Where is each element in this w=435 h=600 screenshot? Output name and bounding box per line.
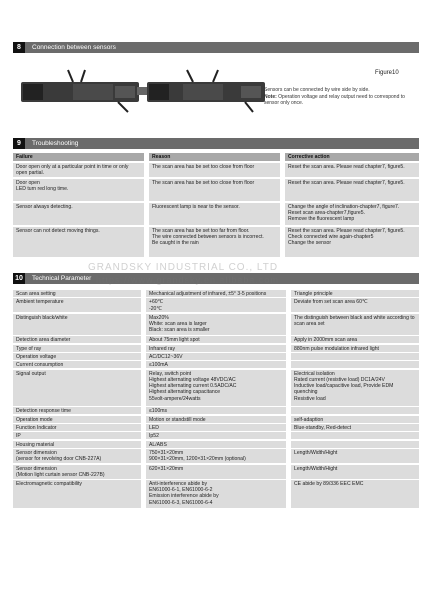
parameter-note-cell: self-adaption xyxy=(291,416,419,423)
reason-cell: The scan area has be set too close from floor xyxy=(149,163,280,177)
section-number: 8 xyxy=(13,42,25,53)
troubleshooting-header-row xyxy=(13,153,419,161)
section-number: 10 xyxy=(13,273,25,284)
parameter-row xyxy=(13,298,419,312)
column-header: Failure xyxy=(13,153,144,161)
parameter-value-cell: Motion or standstill mode xyxy=(146,416,286,423)
reason-cell: The scan area has be set too close from floor xyxy=(149,179,280,201)
parameter-row xyxy=(13,407,419,414)
troubleshooting-row xyxy=(13,203,419,225)
parameter-row xyxy=(13,449,419,463)
parameter-row xyxy=(13,465,419,479)
action-cell: Reset the scan area. Please read chapter7, figure5. xyxy=(285,163,419,177)
troubleshooting-row xyxy=(13,163,419,177)
figure-note xyxy=(264,94,414,107)
troubleshooting-row xyxy=(13,227,419,257)
parameter-row xyxy=(13,441,419,448)
parameter-note-cell xyxy=(291,407,419,414)
parameter-value-cell: Max20% White: scan area is larger Black: scan area is smaller xyxy=(146,314,286,335)
column-header: Reason xyxy=(149,153,280,161)
parameter-note-cell: 880nm pulse modulation infrared light xyxy=(291,345,419,352)
watermark-url: https://www.grandsky.en.alibaba.com xyxy=(96,275,279,285)
parameter-name-cell: Signal output xyxy=(13,370,141,406)
parameter-row xyxy=(13,361,419,368)
parameter-note-cell xyxy=(291,441,419,448)
section-header-troubleshooting xyxy=(13,138,419,149)
parameter-name-cell: Distinguish black/white xyxy=(13,314,141,335)
sensor-connection-illustration xyxy=(13,66,273,115)
parameter-name-cell: Function Indicator xyxy=(13,424,141,431)
failure-cell: Door open LED turn red long time. xyxy=(13,179,144,201)
parameter-row xyxy=(13,432,419,439)
section-number: 9 xyxy=(13,138,25,149)
parameter-value-cell: 620×31×20mm xyxy=(146,465,286,479)
failure-cell: Door open only at a particular point in time or only open partial. xyxy=(13,163,144,177)
note-key: Note: xyxy=(264,93,277,100)
figure-caption-line: Sensors can be connected by wire side by side. xyxy=(264,87,370,93)
parameter-value-cell: ≤100mA xyxy=(146,361,286,368)
parameter-note-cell: Blue-standby, Red-detect xyxy=(291,424,419,431)
parameter-name-cell: IP xyxy=(13,432,141,439)
parameter-note-cell: CE abide by 89/336 EEC EMC xyxy=(291,480,419,508)
parameter-value-cell: Relay, switch point Highest alternating voltage 48VDC/AC Highest alternating current 0.5ADC/AC Highest alternating capacitance 55volt-ampere/24watts xyxy=(146,370,286,406)
parameter-value-cell: LED xyxy=(146,424,286,431)
parameter-note-cell: Electrical isolation Rated current (resistive load) DC1A/24V Inductive load/capacitive load, Provide EDM quenching Resistive load xyxy=(291,370,419,406)
parameter-name-cell: Electromagnetic compatibility xyxy=(13,480,141,508)
parameter-value-cell: Infrared ray xyxy=(146,345,286,352)
column-header: Corrective action xyxy=(285,153,419,161)
parameter-value-cell: Anti-interference abide by EN61000-6-1, EN61000-6-2 Emission interference abide by EN61000-6-3, EN61000-6-4 xyxy=(146,480,286,508)
parameter-value-cell: AL/ABS xyxy=(146,441,286,448)
parameter-row xyxy=(13,345,419,352)
parameter-name-cell: Sensor dimension (sensor for revolving door CNB-227A) xyxy=(13,449,141,463)
parameter-note-cell xyxy=(291,353,419,360)
parameter-value-cell: Ip52 xyxy=(146,432,286,439)
troubleshooting-row xyxy=(13,179,419,201)
section-title: Connection between sensors xyxy=(32,44,116,51)
failure-cell: Sensor can not detect moving things. xyxy=(13,227,144,257)
parameter-name-cell: Detection area diameter xyxy=(13,336,141,343)
parameter-row xyxy=(13,290,419,297)
parameter-name-cell: Type of ray xyxy=(13,345,141,352)
reason-cell: Fluorescent lamp is near to the sensor. xyxy=(149,203,280,225)
parameter-row xyxy=(13,424,419,431)
action-cell: Reset the scan area. Please read chapter7, figure5. Check connected wire again-chapter5 Change the sensor xyxy=(285,227,419,257)
parameter-name-cell: Current consumption xyxy=(13,361,141,368)
parameter-name-cell: Scan area setting xyxy=(13,290,141,297)
failure-cell: Sensor always detecting. xyxy=(13,203,144,225)
parameter-note-cell xyxy=(291,361,419,368)
figure-label: Figure10 xyxy=(375,70,399,76)
parameter-note-cell: Triangle principle xyxy=(291,290,419,297)
section-title: Technical Parameter xyxy=(32,275,92,282)
parameter-name-cell: Ambient temperature xyxy=(13,298,141,312)
parameter-row xyxy=(13,416,419,423)
parameter-note-cell: The distinguish between black and white according to scan area set xyxy=(291,314,419,335)
parameter-value-cell: +60℃ -20℃ xyxy=(146,298,286,312)
parameter-value-cell: 750×31×20mm 900×31×20mm, 1200×31×20mm (optional) xyxy=(146,449,286,463)
section-header-technical xyxy=(13,273,419,284)
parameter-note-cell: Apply in 2000mm scan area xyxy=(291,336,419,343)
parameter-value-cell: AC/DC12~36V xyxy=(146,353,286,360)
parameter-name-cell: Sensor dimension (Motion light curtain sensor CNB-227B) xyxy=(13,465,141,479)
parameter-name-cell: Detection response time xyxy=(13,407,141,414)
parameter-note-cell: Deviate from set scan area 60℃ xyxy=(291,298,419,312)
parameter-note-cell: Length/Width/Hight xyxy=(291,449,419,463)
parameter-row xyxy=(13,353,419,360)
parameter-row xyxy=(13,480,419,508)
figure-caption xyxy=(264,87,414,107)
parameter-note-cell: Length/Width/Hight xyxy=(291,465,419,479)
action-cell: Change the angle of inclination-chapter7, figure7. Reset scan area-chapter7,figure5. Remove the fluorescent lamp xyxy=(285,203,419,225)
parameter-note-cell xyxy=(291,432,419,439)
parameter-name-cell: Operation voltage xyxy=(13,353,141,360)
section-header-connection xyxy=(13,42,419,53)
parameter-row xyxy=(13,314,419,335)
parameter-value-cell: ≤100ms xyxy=(146,407,286,414)
section-title: Troubleshooting xyxy=(32,140,79,147)
watermark-company: GRANDSKY INDUSTRIAL CO., LTD xyxy=(88,262,279,273)
action-cell: Reset the scan area. Please read chapter7, figure5. xyxy=(285,179,419,201)
reason-cell: The scan area has be set too far from floor. The wire connected between sensors is incorrect. Be caught in the rain xyxy=(149,227,280,257)
parameter-row xyxy=(13,336,419,343)
parameter-row xyxy=(13,370,419,406)
parameter-name-cell: Operation mode xyxy=(13,416,141,423)
parameter-name-cell: Housing material xyxy=(13,441,141,448)
parameter-value-cell: About 75mm light spot xyxy=(146,336,286,343)
parameter-value-cell: Mechanical adjustment of infrared, ±5° 3-5 positions xyxy=(146,290,286,297)
note-text: Operation voltage and relay output need to correspond to sensor only once. xyxy=(264,93,405,106)
